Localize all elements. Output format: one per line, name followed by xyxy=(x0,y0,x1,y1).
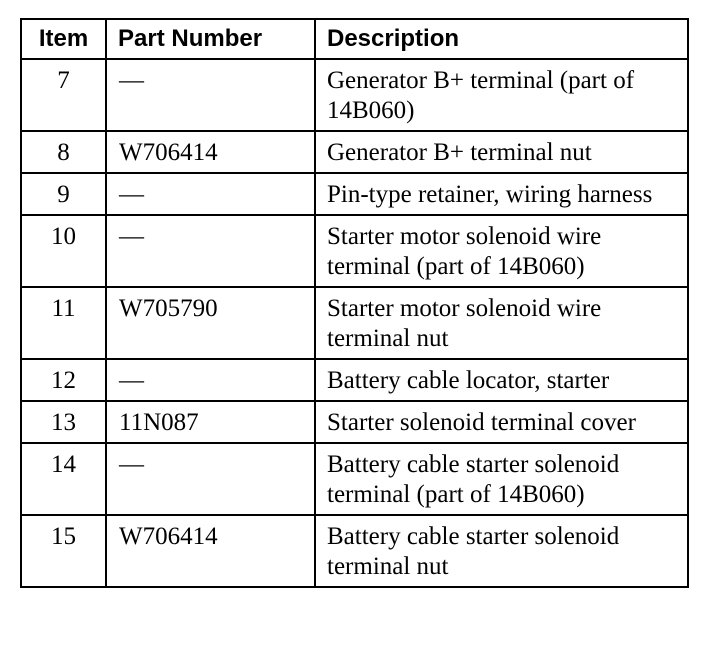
part-number-cell: — xyxy=(106,173,315,215)
table-row xyxy=(21,59,688,131)
description-cell: Battery cable starter solenoid terminal (part of 14B060) xyxy=(315,443,688,515)
column-header-part-number: Part Number xyxy=(106,19,315,59)
description-cell: Pin-type retainer, wiring harness xyxy=(315,173,688,215)
table-row xyxy=(21,215,688,287)
item-cell: 8 xyxy=(21,131,106,173)
description-cell: Battery cable locator, starter xyxy=(315,359,688,401)
column-header-description: Description xyxy=(315,19,688,59)
table-row xyxy=(21,359,688,401)
header-row xyxy=(21,19,688,59)
part-number-cell: 11N087 xyxy=(106,401,315,443)
description-cell: Starter motor solenoid wire terminal nut xyxy=(315,287,688,359)
item-cell: 13 xyxy=(21,401,106,443)
item-cell: 15 xyxy=(21,515,106,587)
description-cell: Generator B+ terminal nut xyxy=(315,131,688,173)
table-row xyxy=(21,287,688,359)
part-number-cell: — xyxy=(106,59,315,131)
table-row xyxy=(21,173,688,215)
description-cell: Battery cable starter solenoid terminal nut xyxy=(315,515,688,587)
part-number-cell: — xyxy=(106,359,315,401)
part-number-cell: — xyxy=(106,443,315,515)
part-number-cell: — xyxy=(106,215,315,287)
item-cell: 12 xyxy=(21,359,106,401)
item-cell: 7 xyxy=(21,59,106,131)
description-cell: Starter motor solenoid wire terminal (part of 14B060) xyxy=(315,215,688,287)
table-row xyxy=(21,401,688,443)
item-cell: 14 xyxy=(21,443,106,515)
part-number-cell: W706414 xyxy=(106,515,315,587)
table-row xyxy=(21,443,688,515)
description-cell: Starter solenoid terminal cover xyxy=(315,401,688,443)
parts-table xyxy=(20,18,689,588)
item-cell: 9 xyxy=(21,173,106,215)
table-row xyxy=(21,515,688,587)
part-number-cell: W705790 xyxy=(106,287,315,359)
item-cell: 10 xyxy=(21,215,106,287)
description-cell: Generator B+ terminal (part of 14B060) xyxy=(315,59,688,131)
part-number-cell: W706414 xyxy=(106,131,315,173)
item-cell: 11 xyxy=(21,287,106,359)
column-header-item: Item xyxy=(21,19,106,59)
table-row xyxy=(21,131,688,173)
